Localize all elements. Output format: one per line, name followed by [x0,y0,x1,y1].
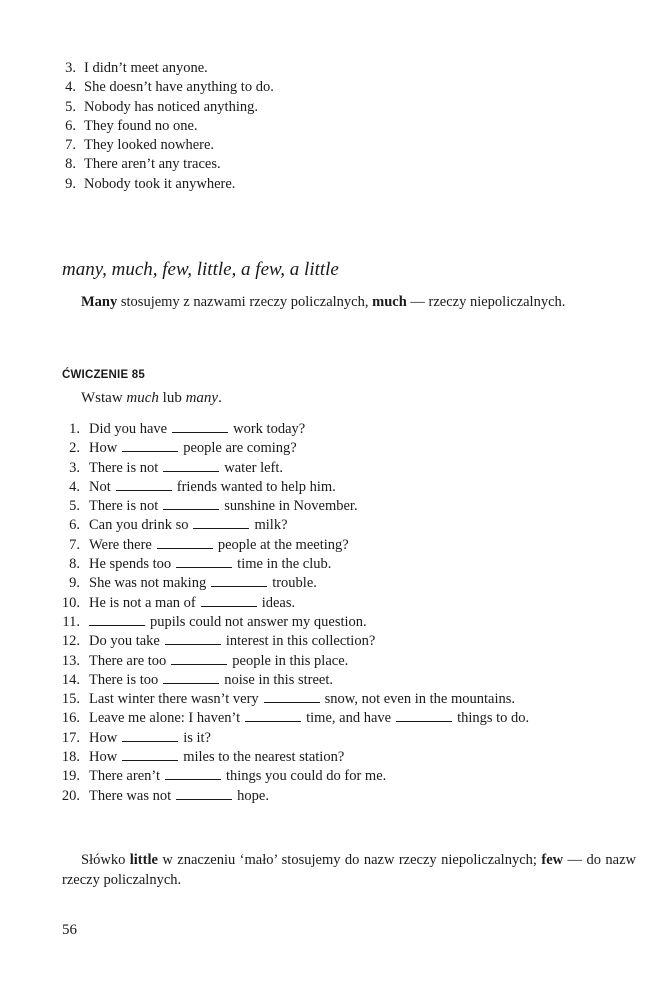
item-text: There is not [89,498,159,515]
item-text: time, and have [306,710,392,727]
item-text: How [89,729,118,746]
item-number: 19. [61,768,80,785]
list-item: 5. Nobody has noticed anything. [65,98,258,115]
item-text: How [89,749,118,766]
item-text: things to do. [457,710,530,727]
item-text: ideas. [261,594,296,611]
item-number: 16. [61,710,80,727]
item-text: people are coming? [183,440,297,457]
item-text: There was not [89,787,172,804]
answer-blank [193,518,249,529]
item-number: 9. [69,575,80,592]
answer-blank [116,480,172,491]
keyword-many: Many [81,294,118,310]
answer-blank [122,731,178,742]
answer-blank [89,615,145,626]
item-text: sunshine in November. [224,498,358,515]
grammar-rule-paragraph: Many stosujemy z nazwami rzeczy policzalnych, much — rzeczy niepoliczalnych. [81,294,566,310]
item-text: miles to the nearest station? [183,749,345,766]
list-item: 4. She doesn’t have anything to do. [65,79,274,96]
exercise-item [58,478,529,497]
item-number: 12. [61,633,80,650]
item-text: time in the club. [237,556,332,573]
answer-blank [157,538,213,549]
item-text: Do you take [89,633,160,650]
exercise-items [58,420,529,806]
exercise-item [58,459,529,478]
item-text: noise in this street. [224,671,334,688]
exercise-item [58,632,529,651]
item-text: snow, not even in the mountains. [324,691,516,708]
exercise-item [58,729,529,748]
item-text: water left. [224,459,284,476]
item-text: people in this place. [232,652,349,669]
item-text: There aren’t [89,768,160,785]
answer-blank [172,422,228,433]
item-text: interest in this collection? [225,633,376,650]
answer-blank [122,750,178,761]
exercise-item [58,516,529,535]
item-text: people at the meeting? [217,536,349,553]
answer-blank [396,711,452,722]
answer-blank [176,557,232,568]
item-text: Can you drink so [89,517,189,534]
grammar-rule-paragraph: Słówko little w znaczeniu ‘mało’ stosujemy do nazw rzeczy niepoliczalnych; few — do nazw rzeczy policzalnych. [62,852,636,888]
item-number: 6. [69,517,80,534]
exercise-item [58,690,529,709]
item-number: 3. [69,459,80,476]
answer-blank [171,654,227,665]
exercise-item [58,439,529,458]
item-text: work today? [233,421,306,437]
answer-blank [264,692,320,703]
exercise-item [58,787,529,806]
item-text: milk? [254,517,288,534]
keyword-much: much [372,294,407,310]
exercise-item [58,748,529,767]
item-text: Leave me alone: I haven’t [89,710,241,727]
exercise-item [58,555,529,574]
answer-blank [245,711,301,722]
answer-blank [211,576,267,587]
item-text: He is not a man of [89,594,196,611]
exercise-item [58,671,529,690]
item-number: 13. [61,652,80,669]
answer-blank [163,499,219,510]
item-number: 11. [62,613,80,630]
exercise-item [58,594,529,613]
exercise-item [58,613,529,632]
exercise-item [58,709,529,728]
exercise-heading: ĆWICZENIE 85 [62,369,145,381]
answer-blank [201,596,257,607]
item-number: 17. [61,729,80,746]
item-text: Last winter there wasn’t very [89,691,259,708]
answer-blank [163,461,219,472]
answer-blank [165,634,221,645]
item-number: 5. [69,498,80,515]
exercise-item [58,536,529,555]
page-number: 56 [62,922,77,938]
item-text: Were there [89,536,152,553]
item-text: is it? [183,729,211,746]
answer-blank [163,673,219,684]
answer-list-continued [62,59,274,194]
item-number: 18. [61,749,80,766]
item-text: trouble. [272,575,317,592]
answer-blank [176,789,232,800]
item-text: How [89,440,118,457]
item-number: 14. [61,671,80,688]
item-number: 20. [61,787,80,804]
item-number: 10. [61,594,80,611]
exercise-item [58,574,529,593]
item-text: friends wanted to help him. [176,478,336,495]
item-text: Not [89,478,111,495]
list-item: 9. Nobody took it anywhere. [65,175,236,192]
item-text: He spends too [89,556,172,573]
item-number: 1. [69,421,80,437]
item-text: There is not [89,459,159,476]
list-item: 3. I didn’t meet anyone. [65,60,208,76]
item-text: There is too [89,671,159,688]
item-text: She was not making [89,575,207,592]
keyword-few: few [541,852,564,868]
list-item: 6. They found no one. [65,117,198,134]
exercise-item [58,420,529,439]
item-text: things you could do for me. [225,768,387,785]
item-text: Did you have [89,421,168,437]
keyword-little: little [129,852,158,868]
answer-blank [122,441,178,452]
item-number: 7. [69,536,80,553]
answer-blank [165,769,221,780]
item-text: There are too [89,652,167,669]
exercise-item [58,497,529,516]
item-number: 8. [69,556,80,573]
exercise-instruction: Wstaw much lub many. [81,390,222,406]
list-item: 7. They looked nowhere. [65,137,215,154]
item-text: hope. [237,787,269,804]
item-number: 2. [69,440,80,457]
section-title: many, much, few, little, a few, a little [62,259,339,280]
exercise-item [58,652,529,671]
list-item: 8. There aren’t any traces. [65,156,221,173]
item-number: 4. [69,478,80,495]
exercise-item [58,767,529,786]
item-number: 15. [61,691,80,708]
item-text: pupils could not answer my question. [150,613,367,630]
